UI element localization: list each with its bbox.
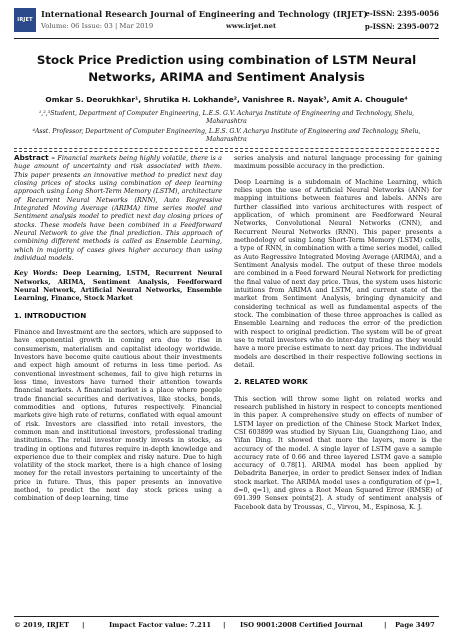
introduction-paragraph: Finance and Investment are the sectors, which are supposed to have exponential growth in coming era due to rise in consumerism, materialism and capitalist ideology worldwide. Investors have become quite cautious about their investments and expect high amount of returns in less time period. As conventional investment schemes, fail to give high returns in less time, investors have turned their attention towards financial markets. A financial market is a place where people trade financial securities and derivatives, like stocks, bonds, commodities and options, futures respectively. Financial markets give high rate of returns, conflated with equal amount of risk. Investors are classified into retail investors, the common man and institutional investors, professional trading institutions. The retail investor mostly invests in stocks, as trading in options and futures require in-depth knowledge and experience due to their complex and risky nature. Due to high volatility of the stock market, there is a high chance of losing money for the retail investors pertaining to uncertainty of the price in future. Thus, this paper presents an innovative method, to predict the next day stock prices using a combination of deep learning, time <box>14 327 222 503</box>
pissn: p-ISSN: 2395-0072 <box>364 22 439 31</box>
section-divider <box>14 148 439 152</box>
affiliation-students: ¹,²,³Student, Department of Computer Engineering, L.E.S. G.V. Acharya Institute of Engineering and Technology, Shelu, Maharashtra <box>38 110 415 126</box>
footer-iso: ISO 9001:2008 Certified Journal <box>240 621 363 629</box>
keywords-label: Key Words: <box>14 269 58 278</box>
left-column <box>14 154 222 510</box>
keywords <box>14 269 222 302</box>
deep-learning-paragraph: Deep Learning is a subdomain of Machine Learning, which relies upon the use of Artificial Neural Networks (ANN) for mapping intuitions between features and labels. ANNs are further classified into various architectures with respect of application, of which prominent are Feedforward Neural Networks, Convolutional Neural Networks (CNN), and Recurrent Neural Networks (RNN). This paper presents a methodology of using Long Short-Term Memory (LSTM) cells, a type of RNN, in combination with a time series model, called as Auto Regressive Integrated Moving Average (ARIMA), and a Sentiment Analysis model. The output of these three models are combined in a Feed forward Neural Network for predicting the final value of next day price. Thus, the system uses historic intuitions from ARIMA and LSTM, and current state of the market from Sentiment Analysis, bringing dynamicity and considering technical as well as fundamental aspects of the stock. The combination of these three approaches is called as Ensemble Learning and reduces the error of the prediction with respect to original prediction. The system will be of great use to retail investors who do inter-day trading as they would have a more precise estimate to next day prices. The individual models are described in their respective following sections in detail. <box>234 177 442 369</box>
abstract <box>14 154 222 262</box>
affiliation-professor: ⁴Asst. Professor, Department of Computer Engineering, L.E.S. G.V. Acharya Institute of Engineering and Technology, Shelu, Maharashtra <box>32 128 421 144</box>
journal-name: International Research Journal of Engineering and Technology (IRJET) <box>41 9 368 19</box>
footer-copyright: © 2019, IRJET <box>14 621 70 629</box>
abstract-label: Abstract – <box>14 153 55 162</box>
introduction-continued: series analysis and natural language processing for gaining maximum possible accuracy in the prediction. <box>234 154 442 171</box>
journal-header <box>14 8 439 36</box>
related-work-paragraph: This section will throw some light on related works and research published in history in respect to concepts mentioned in this paper. A comprehensive study on effects of number of LSTM layer on prediction of the Chinese Stock Market Index, CSI 603899 was studied by Siyuan Liu, Guangzhong Liao, and Yifan Ding. It showed that more the layers, more is the accuracy of the model. A single layer of LSTM gave a sample accuracy rate of 0.66 and three layered LSTM gave a sample accuracy of 0.78[1]. ARIMA model has been applied by Debadrita Banerjee, in order to predict Sensex index of Indian stock market. The ARIMA model uses a configuration of (p=1, d=0, q=1), and gives a Root Mean Squared Error (RMSE) of 691.399 Sensex points[2]. A study of sentiment analysis of Facebook data by Troussas, C., Virvou, M., Espinosa, K. J. <box>234 394 442 511</box>
footer-separator: | <box>82 621 85 629</box>
footer-separator: | <box>384 621 387 629</box>
keywords-text: Deep Learning, LSTM, Recurrent Neural Networks, ARIMA, Sentiment Analysis, Feedforward Neural Network, Artificial Neural Networks, Ensemble Learning, Finance, Stock Market <box>14 269 223 303</box>
irjet-logo: IRJET <box>14 8 36 32</box>
author-list: Omkar S. Deorukhkar¹, Shrutika H. Lokhande², Vanishree R. Nayak³, Amit A. Chougule⁴ <box>45 95 408 104</box>
volume-issue: Volume: 06 Issue: 03 | Mar 2019 <box>41 22 154 30</box>
header-divider <box>14 38 439 39</box>
paper-title: Stock Price Prediction using combination of LSTM Neural Networks, ARIMA and Sentiment Analysis <box>36 53 417 84</box>
related-work-heading: 2. RELATED WORK <box>234 377 308 387</box>
journal-website: www.irjet.net <box>226 22 277 30</box>
abstract-text: Financial markets being highly volatile, there is a huge amount of uncertainty and risk associated with them. This paper presents an innovative method to predict next day closing prices of stocks using combination of deep learning approach using Long Short-Term Memory (LSTM), architecture of Recurrent Neural Networks (RNN), Auto Regressive Integrated Moving Average (ARIMA) time series model and Sentiment analysis model to predict next day closing prices of stocks. These models have been combined in a Feedforward Neural Network to give the final prediction. This approach of combining different methods is called as Ensemble Learning, which in majority of cases gives higher accuracy than using individual models. <box>14 154 223 262</box>
right-column <box>234 154 442 518</box>
footer-separator: | <box>223 621 226 629</box>
footer-divider <box>14 616 439 617</box>
footer-impact-factor: Impact Factor value: 7.211 <box>109 621 212 629</box>
footer-page-number: Page 3497 <box>395 621 435 629</box>
eissn: e-ISSN: 2395-0056 <box>365 9 439 18</box>
introduction-heading: 1. INTRODUCTION <box>14 310 87 320</box>
